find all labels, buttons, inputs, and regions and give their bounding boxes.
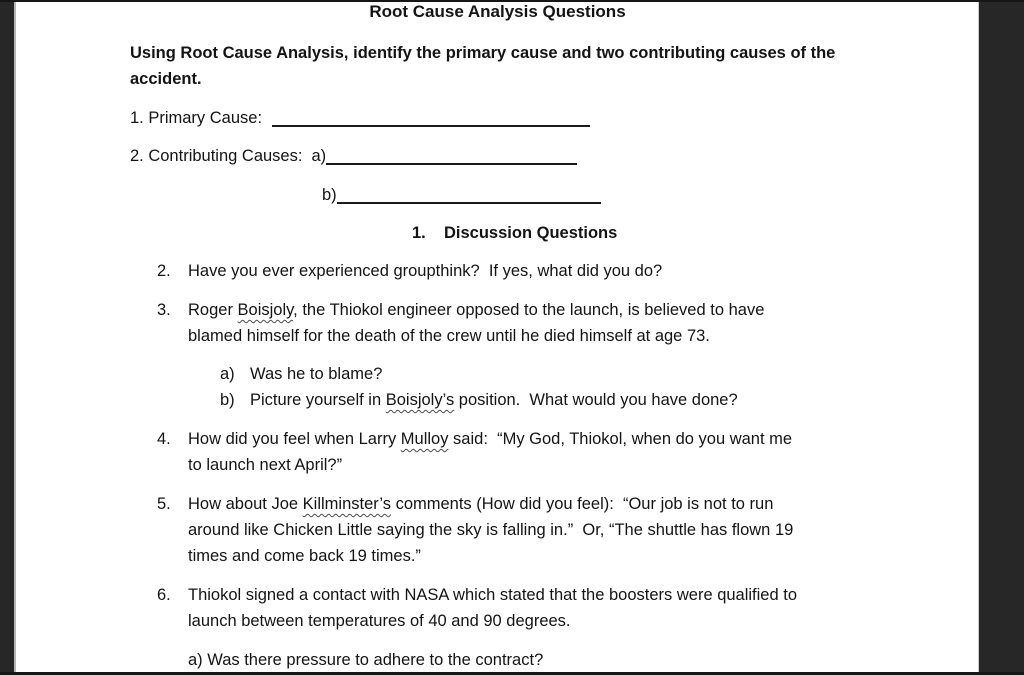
- sub-question-list: [220, 361, 979, 413]
- question-line: [188, 297, 764, 323]
- sub-question-line: [250, 387, 738, 413]
- text-segment: accident.: [130, 70, 202, 88]
- text-segment: , the Thiokol engineer opposed to the launch, is believed to have: [293, 301, 765, 319]
- misspelled-word: Boisjoly’s: [385, 391, 455, 409]
- question-row: [157, 426, 979, 478]
- primary-cause-row: [130, 105, 979, 131]
- question-line: [188, 491, 793, 517]
- primary-cause-label: 1. Primary Cause:: [130, 109, 263, 127]
- text-segment: Picture yourself in: [250, 391, 386, 409]
- intro-paragraph: [130, 40, 836, 92]
- sub-question-text: [250, 361, 382, 387]
- text-segment: launch between temperatures of 40 and 90 degrees.: [188, 612, 571, 630]
- discussion-question-list: [157, 258, 979, 673]
- discussion-question: [157, 297, 979, 413]
- question-number: 2.: [157, 262, 171, 280]
- question-number: 4.: [157, 430, 171, 448]
- text-segment: to launch next April?”: [188, 456, 343, 474]
- question-number: 6.: [157, 586, 171, 604]
- text-segment: Using Root Cause Analysis, identify the primary cause and two contributing causes of the: [130, 44, 836, 62]
- heading-number: 1.: [412, 224, 426, 242]
- text-segment: times and come back 19 times.”: [188, 547, 421, 565]
- question-row: [157, 258, 979, 284]
- contributing-causes-label: 2. Contributing Causes:: [130, 147, 303, 165]
- sub-question-inline: [188, 647, 979, 673]
- text-segment: around like Chicken Little saying the sky is falling in.” Or, “The shuttle has flown 19: [188, 521, 794, 539]
- sub-question-row: [220, 387, 979, 413]
- question-line: [188, 582, 797, 608]
- sub-question-marker: a): [220, 365, 235, 383]
- question-line: [188, 543, 793, 569]
- text-segment: blamed himself for the death of the crew until he died himself at age 73.: [188, 327, 710, 345]
- discussion-questions-heading: [412, 220, 979, 246]
- intro-line: [130, 66, 829, 92]
- sub-question-line: [188, 647, 979, 673]
- contributing-a-label: a): [311, 147, 327, 165]
- discussion-question: [157, 426, 979, 478]
- intro-line: [130, 40, 836, 66]
- question-line: [188, 517, 793, 543]
- heading-text: Discussion Questions: [444, 224, 618, 242]
- question-line: [188, 323, 764, 349]
- text-segment: Have you ever experienced groupthink? If yes, what did you do?: [188, 262, 663, 280]
- question-line: [188, 452, 792, 478]
- text-segment: How about Joe: [188, 495, 303, 513]
- question-text: [188, 491, 793, 569]
- contributing-b-blank-line: [337, 184, 601, 204]
- left-letterbox-bar: [0, 0, 16, 675]
- sub-question-row: [220, 361, 979, 387]
- question-row: [157, 491, 979, 569]
- text-segment: position. What would you have done?: [454, 391, 738, 409]
- text-segment: comments (How did you feel): “Our job is not to run: [390, 495, 774, 513]
- question-line: [188, 608, 797, 634]
- contributing-causes-row: [130, 143, 979, 169]
- discussion-question: [157, 258, 979, 284]
- question-line: [188, 426, 792, 452]
- question-text: [188, 582, 797, 634]
- sub-question-text: [250, 387, 738, 413]
- misspelled-word: Mulloy: [400, 430, 449, 448]
- document-title: Root Cause Analysis Questions: [369, 2, 626, 21]
- sub-question-line: [250, 361, 382, 387]
- worksheet-page: [16, 0, 979, 675]
- question-row: [157, 297, 979, 349]
- primary-cause-blank-line: [272, 107, 590, 127]
- text-segment: a) Was there pressure to adhere to the contract?: [188, 651, 544, 669]
- contributing-b-row: [322, 182, 979, 208]
- question-text: [188, 258, 662, 284]
- misspelled-word: Killminster’s: [302, 495, 391, 513]
- question-text: [188, 426, 792, 478]
- discussion-question: [157, 582, 979, 673]
- text-segment: Thiokol signed a contact with NASA which stated that the boosters were qualified to: [188, 586, 798, 604]
- question-text: [188, 297, 764, 349]
- question-number: 3.: [157, 301, 171, 319]
- right-letterbox-bar: [978, 0, 1024, 675]
- contributing-b-label: b): [322, 186, 337, 204]
- question-number: 5.: [157, 495, 171, 513]
- misspelled-word: Boisjoly: [237, 301, 294, 319]
- text-segment: said: “My God, Thiokol, when do you want me: [448, 430, 793, 448]
- question-row: [157, 582, 979, 634]
- top-edge-line: [0, 0, 1024, 2]
- sub-question-marker: b): [220, 391, 235, 409]
- text-segment: Was he to blame?: [250, 365, 383, 383]
- discussion-question: [157, 491, 979, 569]
- contributing-a-blank-line: [326, 145, 577, 165]
- text-segment: How did you feel when Larry: [188, 430, 401, 448]
- text-segment: Roger: [188, 301, 238, 319]
- question-line: [188, 258, 662, 284]
